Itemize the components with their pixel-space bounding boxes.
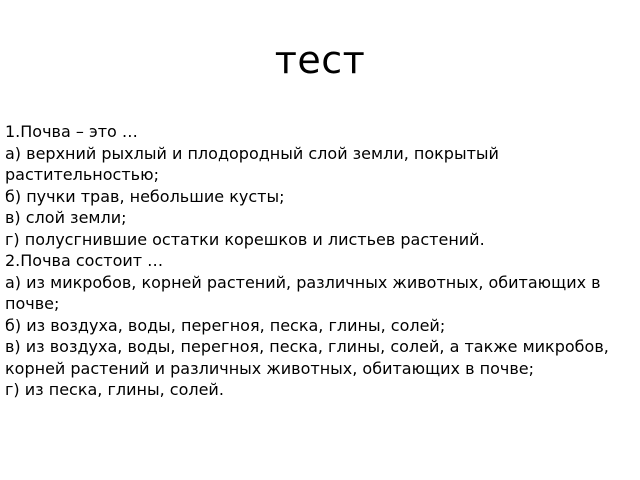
question-2-heading: 2.Почва состоит … [5, 251, 164, 270]
question-2-option-a: а) из микробов, корней растений, различных животных, обитающих в почве; [5, 272, 601, 313]
question-1-heading: 1.Почва – это … [5, 122, 138, 141]
question-2-option-c: в) из воздуха, воды, перегноя, песка, глины, солей, а также микробов, корней растений и различных животных, обитающих в почве; [5, 337, 609, 378]
question-1-option-b: б) пучки трав, небольшие кусты; [5, 186, 285, 206]
question-1-option-a: а) верхний рыхлый и плодородный слой земли, покрытый растительностью; [5, 143, 499, 184]
question-2-option-b: б) из воздуха, воды, перегноя, песка, глины, солей; [5, 315, 446, 335]
question-2-option-d: г) из песка, глины, солей. [5, 380, 224, 399]
slide-title: тест [274, 38, 366, 82]
test-questions [5, 121, 635, 401]
question-1-option-d: г) полусгнившие остатки корешков и листьев растений. [5, 229, 485, 249]
question-1-option-c: в) слой земли; [5, 208, 127, 227]
